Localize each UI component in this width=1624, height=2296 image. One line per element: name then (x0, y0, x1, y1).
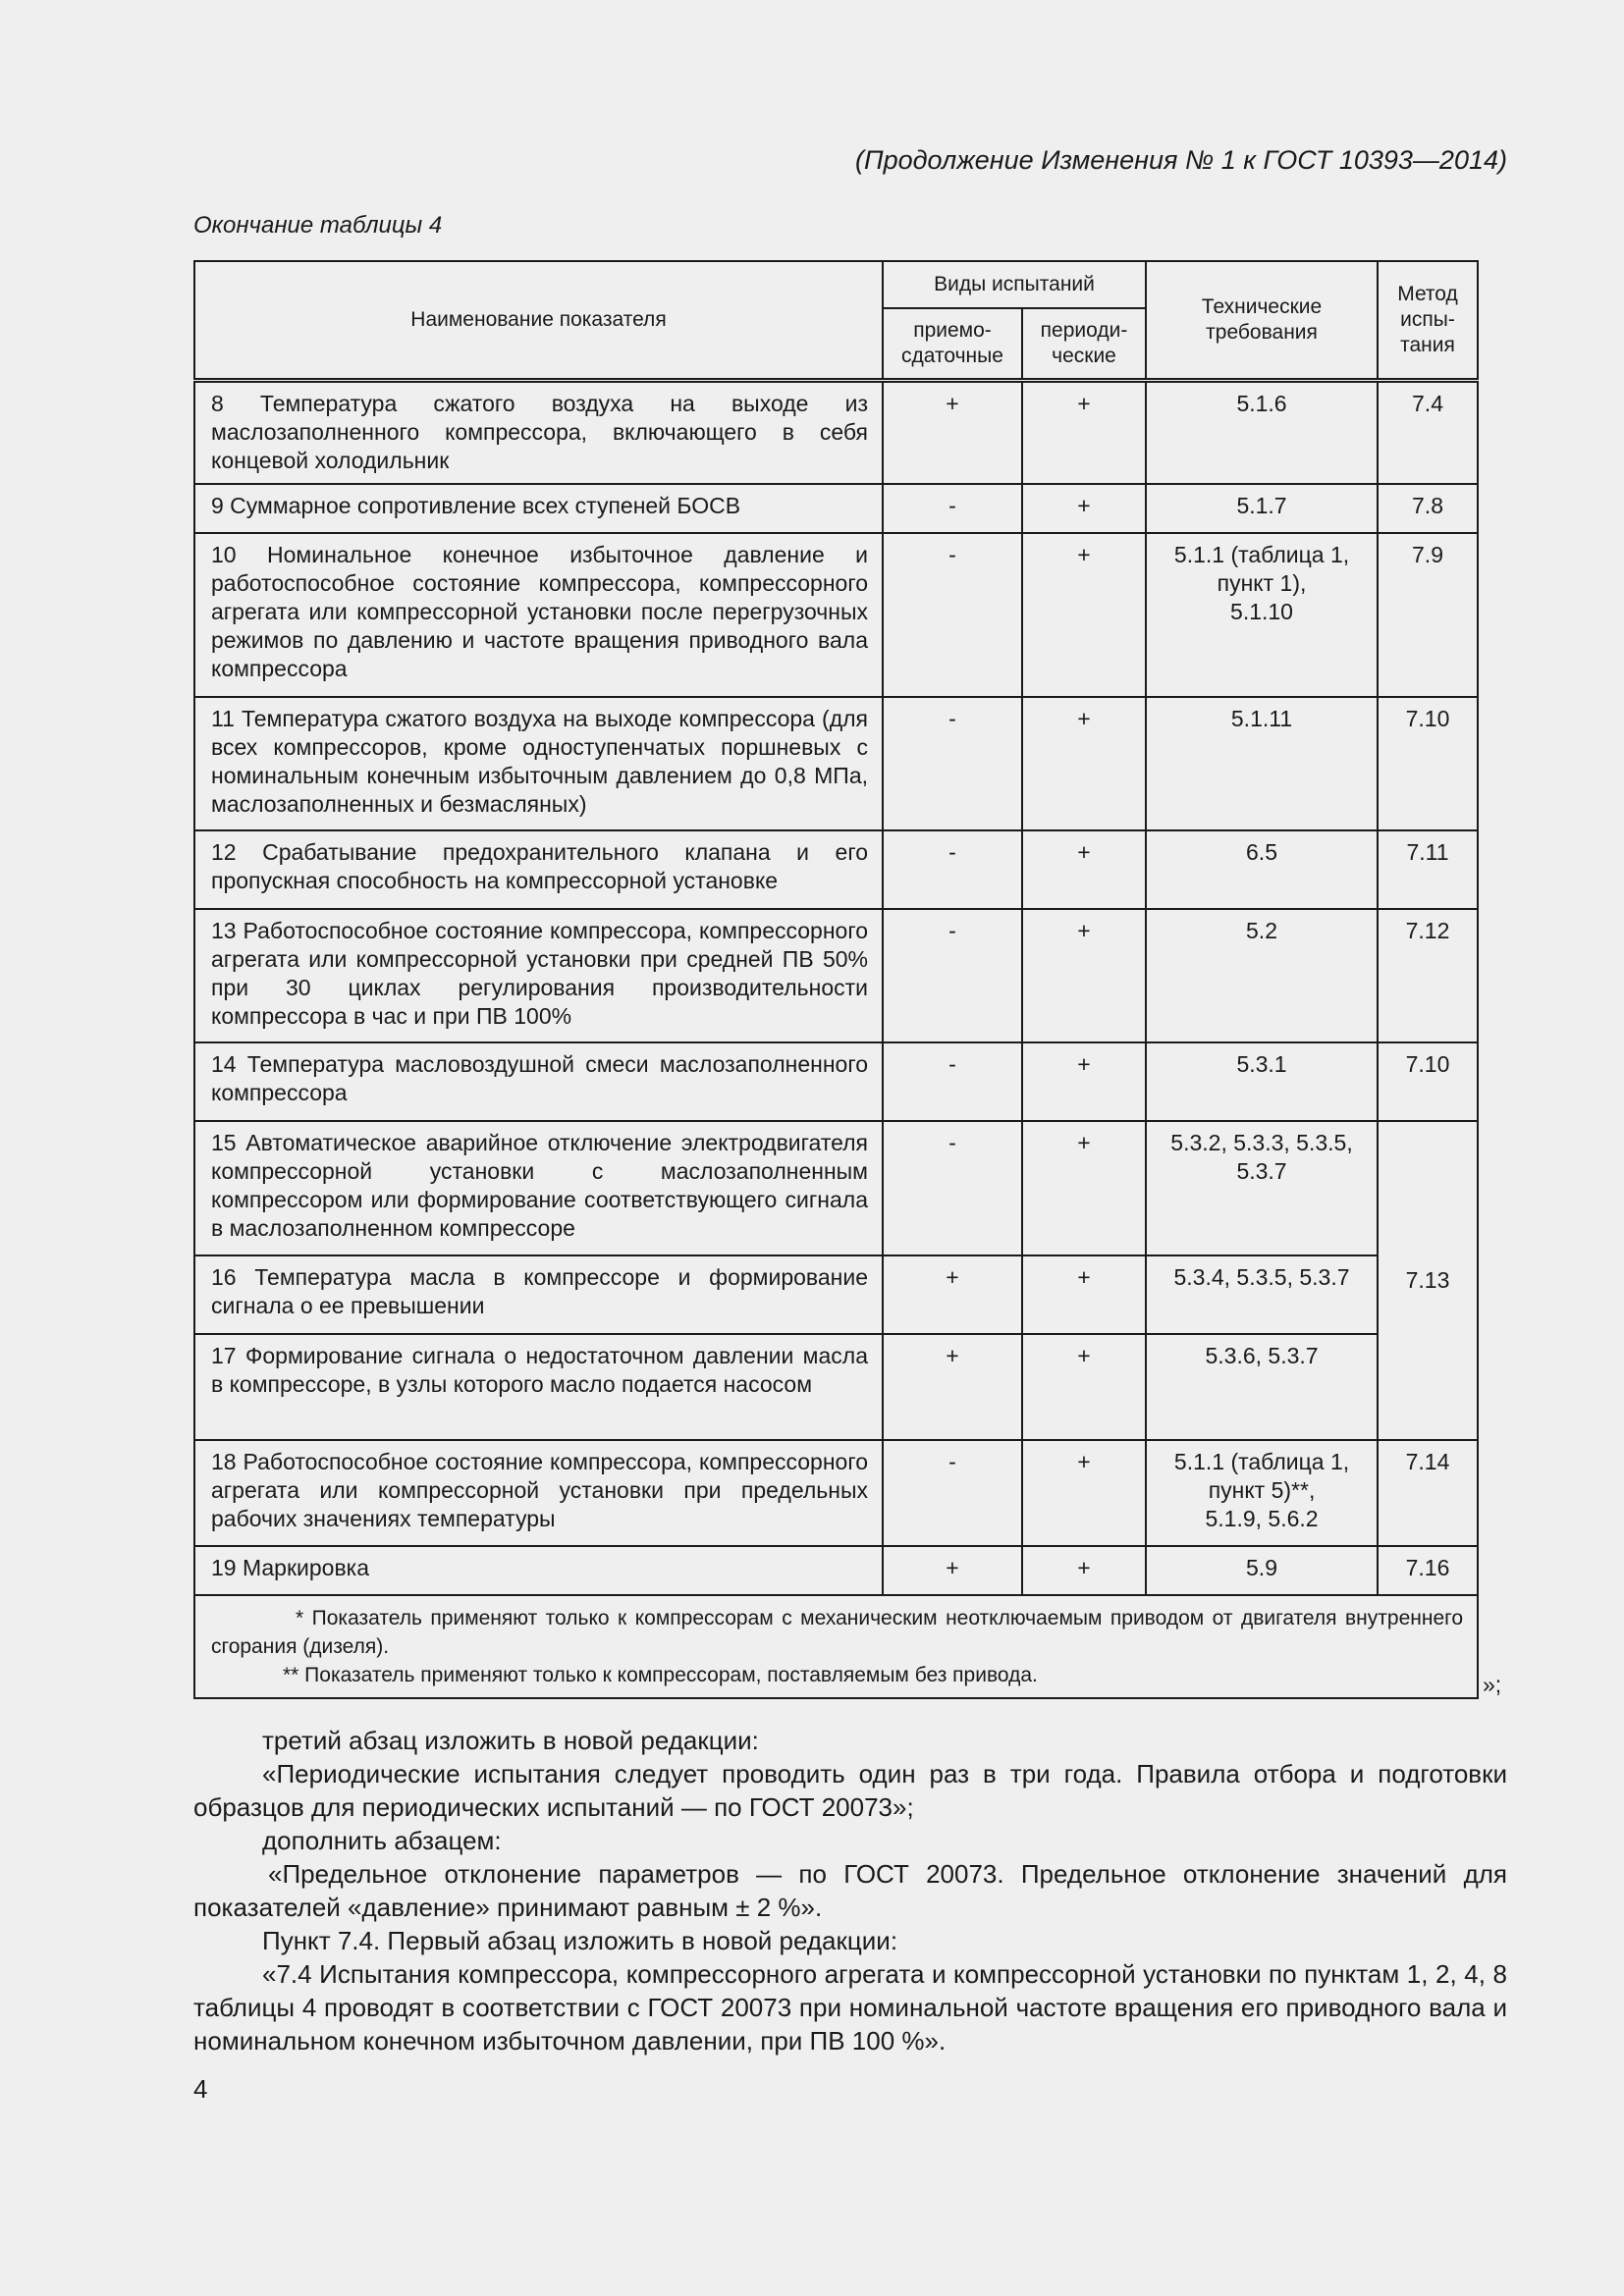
footnote-2: ** Показатель применяют только к компрессорам, поставляемым без привода. (283, 1664, 1038, 1686)
spec-table (193, 260, 1479, 1699)
cell-periodic: + (1022, 697, 1146, 830)
paragraph-6: «7.4 Испытания компрессора, компрессорного агрегата и компрессорной установки по пунктам 1, 2, 4, 8 таблицы 4 проводят в соответствии с ГОСТ 20073 при номинальной частоте вращения его приводного вала и номинальном конечном избыточном давлении, при ПВ 100 %». (193, 1959, 1507, 2056)
cell-tech-requirements (1146, 1440, 1378, 1546)
cell-periodic: + (1022, 1042, 1146, 1121)
cell-tech-requirements (1146, 697, 1378, 830)
header-name: Наименование показателя (194, 261, 883, 380)
footnote-1: * Показатель применяют только к компрессорам с механическим неотключаемым приводом от двигателя внутреннего сгорания (дизеля). (211, 1607, 1464, 1658)
table-caption: Окончание таблицы 4 (193, 212, 443, 239)
table-row (194, 697, 1478, 830)
cell-periodic: + (1022, 1255, 1146, 1334)
header-test-types: Виды испытаний (883, 261, 1146, 308)
cell-acceptance: + (883, 1334, 1022, 1440)
header-acceptance: приемо- сдаточные (883, 308, 1022, 380)
cell-periodic: + (1022, 484, 1146, 533)
paragraph-3: дополнить абзацем: (262, 1826, 502, 1855)
cell-acceptance: - (883, 830, 1022, 909)
cell-indicator-name: 16 Температура масла в компрессоре и формирование сигнала о ее превышении (194, 1255, 883, 1334)
tech-requirement-line: 5.1.7 (1236, 493, 1287, 518)
cell-indicator-name: 13 Работоспособное состояние компрессора, компрессорного агрегата или компрессорной установки при средней ПВ 50% при 30 циклах регулирования производительности компрессора в час и при ПВ 100% (194, 909, 883, 1042)
cell-indicator-name: 11 Температура сжатого воздуха на выходе компрессора (для всех компрессоров, кроме одноступенчатых поршневых с номинальным конечным избыточным давлением до 0,8 МПа, маслозаполненных и безмасляных) (194, 697, 883, 830)
cell-indicator-name: 8 Температура сжатого воздуха на выходе из маслозаполненного компрессора, включающего в себя концевой холодильник (194, 380, 883, 484)
paragraph-2: «Периодические испытания следует проводить один раз в три года. Правила отбора и подготовки образцов для периодических испытаний — по ГОСТ 20073»; (193, 1759, 1507, 1822)
cell-periodic: + (1022, 1334, 1146, 1440)
cell-periodic: + (1022, 1440, 1146, 1546)
cell-acceptance: - (883, 1121, 1022, 1255)
tech-requirement-line: пункт 1), (1217, 570, 1307, 596)
table-row (194, 380, 1478, 484)
header-note: (Продолжение Изменения № 1 к ГОСТ 10393—2014) (855, 145, 1507, 175)
cell-periodic: + (1022, 909, 1146, 1042)
cell-indicator-name: 18 Работоспособное состояние компрессора, компрессорного агрегата или компрессорной установки при предельных рабочих значениях температуры (194, 1440, 883, 1546)
cell-test-method: 7.9 (1378, 533, 1478, 697)
tech-requirement-line: 5.1.11 (1230, 706, 1293, 731)
cell-periodic: + (1022, 1121, 1146, 1255)
paragraph-5: Пункт 7.4. Первый абзац изложить в новой редакции: (262, 1926, 898, 1955)
cell-acceptance: - (883, 1042, 1022, 1121)
cell-acceptance: - (883, 533, 1022, 697)
cell-test-method: 7.16 (1378, 1546, 1478, 1595)
tech-requirement-line: 5.9 (1246, 1555, 1277, 1580)
table-body (194, 380, 1478, 1595)
cell-tech-requirements (1146, 380, 1378, 484)
cell-indicator-name: 12 Срабатывание предохранительного клапана и его пропускная способность на компрессорной установке (194, 830, 883, 909)
cell-acceptance: + (883, 1546, 1022, 1595)
tech-requirement-line: 5.3.4, 5.3.5, 5.3.7 (1173, 1264, 1350, 1290)
cell-tech-requirements (1146, 830, 1378, 909)
cell-test-method: 7.10 (1378, 1042, 1478, 1121)
table-row (194, 1440, 1478, 1546)
cell-indicator-name: 17 Формирование сигнала о недостаточном давлении масла в компрессоре, в узлы которого масло подается насосом (194, 1334, 883, 1440)
tech-requirement-line: 5.1.6 (1236, 390, 1287, 416)
cell-indicator-name: 15 Автоматическое аварийное отключение электродвигателя компрессорной установки с маслозаполненным компрессором или формирование соответствующего сигнала в маслозаполненном компрессоре (194, 1121, 883, 1255)
cell-acceptance: + (883, 1255, 1022, 1334)
tech-requirement-line: пункт 5)**, (1208, 1477, 1316, 1503)
table-row (194, 484, 1478, 533)
tech-requirement-line: 5.3.1 (1236, 1051, 1287, 1077)
table-row (194, 1121, 1478, 1255)
table-row (194, 533, 1478, 697)
header-tech-requirements: Технические требования (1146, 261, 1378, 380)
table-row (194, 909, 1478, 1042)
table-footnotes (194, 1595, 1478, 1698)
cell-periodic: + (1022, 380, 1146, 484)
page-number: 4 (193, 2074, 208, 2104)
cell-tech-requirements (1146, 484, 1378, 533)
cell-tech-requirements (1146, 1121, 1378, 1255)
cell-test-method: 7.13 (1378, 1121, 1478, 1440)
table-row (194, 1042, 1478, 1121)
cell-test-method: 7.11 (1378, 830, 1478, 909)
cell-acceptance: - (883, 1440, 1022, 1546)
cell-periodic: + (1022, 533, 1146, 697)
tech-requirement-line: 5.3.6, 5.3.7 (1205, 1343, 1319, 1368)
cell-acceptance: - (883, 484, 1022, 533)
cell-tech-requirements (1146, 533, 1378, 697)
cell-test-method: 7.8 (1378, 484, 1478, 533)
table-row (194, 1255, 1478, 1334)
cell-periodic: + (1022, 830, 1146, 909)
cell-acceptance: + (883, 380, 1022, 484)
tech-requirement-line: 5.3.2, 5.3.3, 5.3.5, (1170, 1130, 1353, 1155)
cell-acceptance: - (883, 909, 1022, 1042)
cell-test-method: 7.10 (1378, 697, 1478, 830)
cell-tech-requirements (1146, 1334, 1378, 1440)
cell-test-method: 7.14 (1378, 1440, 1478, 1546)
tech-requirement-line: 5.1.9, 5.6.2 (1205, 1506, 1319, 1531)
tech-requirement-line: 6.5 (1246, 839, 1277, 865)
cell-indicator-name: 14 Температура масловоздушной смеси маслозаполненного компрессора (194, 1042, 883, 1121)
cell-acceptance: - (883, 697, 1022, 830)
cell-tech-requirements (1146, 1546, 1378, 1595)
body-text (193, 1724, 1507, 2057)
tech-requirement-line: 5.1.10 (1230, 599, 1293, 624)
cell-tech-requirements (1146, 909, 1378, 1042)
paragraph-4: «Предельное отклонение параметров — по ГОСТ 20073. Предельное отклонение значений для показателей «давление» принимают равным ± 2 %». (193, 1859, 1507, 1922)
tech-requirement-line: 5.1.1 (таблица 1, (1173, 1449, 1350, 1474)
table-row (194, 1334, 1478, 1440)
tech-requirement-line: 5.1.1 (таблица 1, (1173, 542, 1350, 567)
cell-test-method: 7.4 (1378, 380, 1478, 484)
closing-quote: »; (1483, 1672, 1502, 1697)
header-test-method: Метод испы- тания (1378, 261, 1478, 380)
cell-tech-requirements (1146, 1042, 1378, 1121)
cell-tech-requirements (1146, 1255, 1378, 1334)
cell-indicator-name: 10 Номинальное конечное избыточное давление и работоспособное состояние компрессора, компрессорного агрегата или компрессорной установки после перегрузочных режимов по давлению и частоте вращения приводного вала компрессора (194, 533, 883, 697)
cell-indicator-name: 19 Маркировка (194, 1546, 883, 1595)
cell-periodic: + (1022, 1546, 1146, 1595)
paragraph-1: третий абзац изложить в новой редакции: (262, 1726, 759, 1755)
table-row (194, 1546, 1478, 1595)
cell-indicator-name: 9 Суммарное сопротивление всех ступеней БОСВ (194, 484, 883, 533)
tech-requirement-line: 5.2 (1246, 918, 1277, 943)
cell-test-method: 7.12 (1378, 909, 1478, 1042)
table-row (194, 830, 1478, 909)
header-periodic: периоди- ческие (1022, 308, 1146, 380)
tech-requirement-line: 5.3.7 (1236, 1158, 1287, 1184)
